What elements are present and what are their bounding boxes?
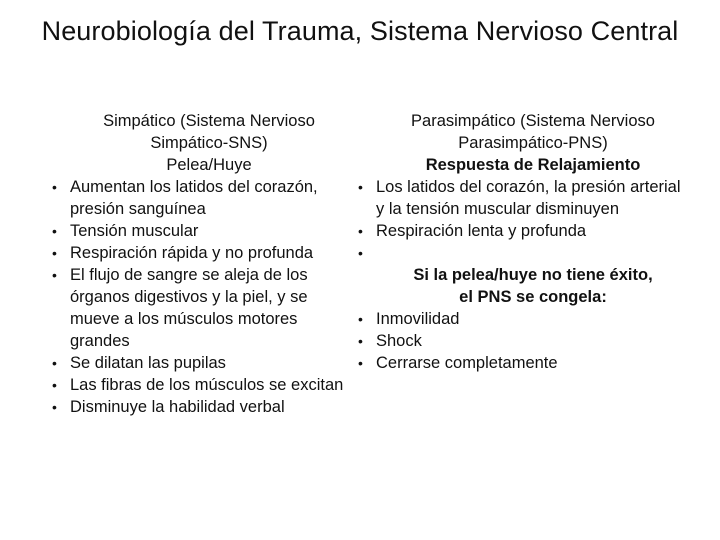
list-item-text: Inmovilidad	[376, 310, 460, 328]
list-item	[50, 220, 350, 242]
list-item-text: Disminuye la habilidad verbal	[70, 398, 285, 416]
sympathetic-column	[50, 110, 350, 418]
parasympathetic-heading-line2: Parasimpático-PNS)	[458, 134, 608, 152]
bullet-icon: •	[52, 377, 57, 393]
bullet-icon: •	[358, 179, 363, 195]
list-item	[50, 374, 350, 396]
sympathetic-heading-line3: Pelea/Huye	[166, 156, 252, 174]
bullet-icon: •	[52, 399, 57, 415]
list-item	[356, 308, 692, 330]
list-item	[50, 352, 350, 374]
list-item	[50, 176, 350, 220]
list-item	[50, 264, 350, 352]
bullet-icon: •	[358, 355, 363, 371]
freeze-heading-line1: Si la pelea/huye no tiene éxito,	[413, 266, 653, 284]
bullet-icon: •	[52, 223, 57, 239]
list-item	[356, 220, 692, 242]
sympathetic-heading-line1: Simpático (Sistema Nervioso	[103, 112, 315, 130]
sympathetic-heading-line2: Simpático-SNS)	[150, 134, 268, 152]
slide-title: Neurobiología del Trauma, Sistema Nervioso Central	[41, 16, 679, 46]
list-item-text: Aumentan los latidos del corazón, presión sanguínea	[70, 178, 318, 218]
list-item-text: Shock	[376, 332, 422, 350]
list-item-text: El flujo de sangre se aleja de los órganos digestivos y la piel, y se mueve a los músculos motores grandes	[70, 266, 308, 350]
list-item	[356, 352, 692, 374]
freeze-heading-line2: el PNS se congela:	[459, 288, 607, 306]
list-item-text: Respiración lenta y profunda	[376, 222, 587, 240]
bullet-icon: •	[52, 355, 57, 371]
list-item	[356, 330, 692, 352]
bullet-icon: •	[358, 245, 363, 261]
list-item-text: Cerrarse completamente	[376, 354, 558, 372]
parasympathetic-heading-line3: Respuesta de Relajamiento	[425, 156, 641, 174]
bullet-icon: •	[358, 311, 363, 327]
bullet-icon: •	[358, 333, 363, 349]
bullet-icon: •	[52, 267, 57, 283]
parasympathetic-heading-line1: Parasimpático (Sistema Nervioso	[411, 112, 655, 130]
list-item	[356, 176, 692, 220]
list-item-text: Las fibras de los músculos se excitan	[70, 376, 344, 394]
list-item-text: Tensión muscular	[70, 222, 199, 240]
bullet-icon: •	[52, 179, 57, 195]
list-item	[356, 242, 692, 264]
bullet-icon: •	[52, 245, 57, 261]
list-item	[50, 396, 350, 418]
list-item-text: Se dilatan las pupilas	[70, 354, 226, 372]
list-item-text: Respiración rápida y no profunda	[70, 244, 314, 262]
bullet-icon: •	[358, 223, 363, 239]
list-item	[50, 242, 350, 264]
parasympathetic-column	[356, 110, 692, 374]
list-item-text: Los latidos del corazón, la presión arterial y la tensión muscular disminuyen	[376, 178, 681, 218]
